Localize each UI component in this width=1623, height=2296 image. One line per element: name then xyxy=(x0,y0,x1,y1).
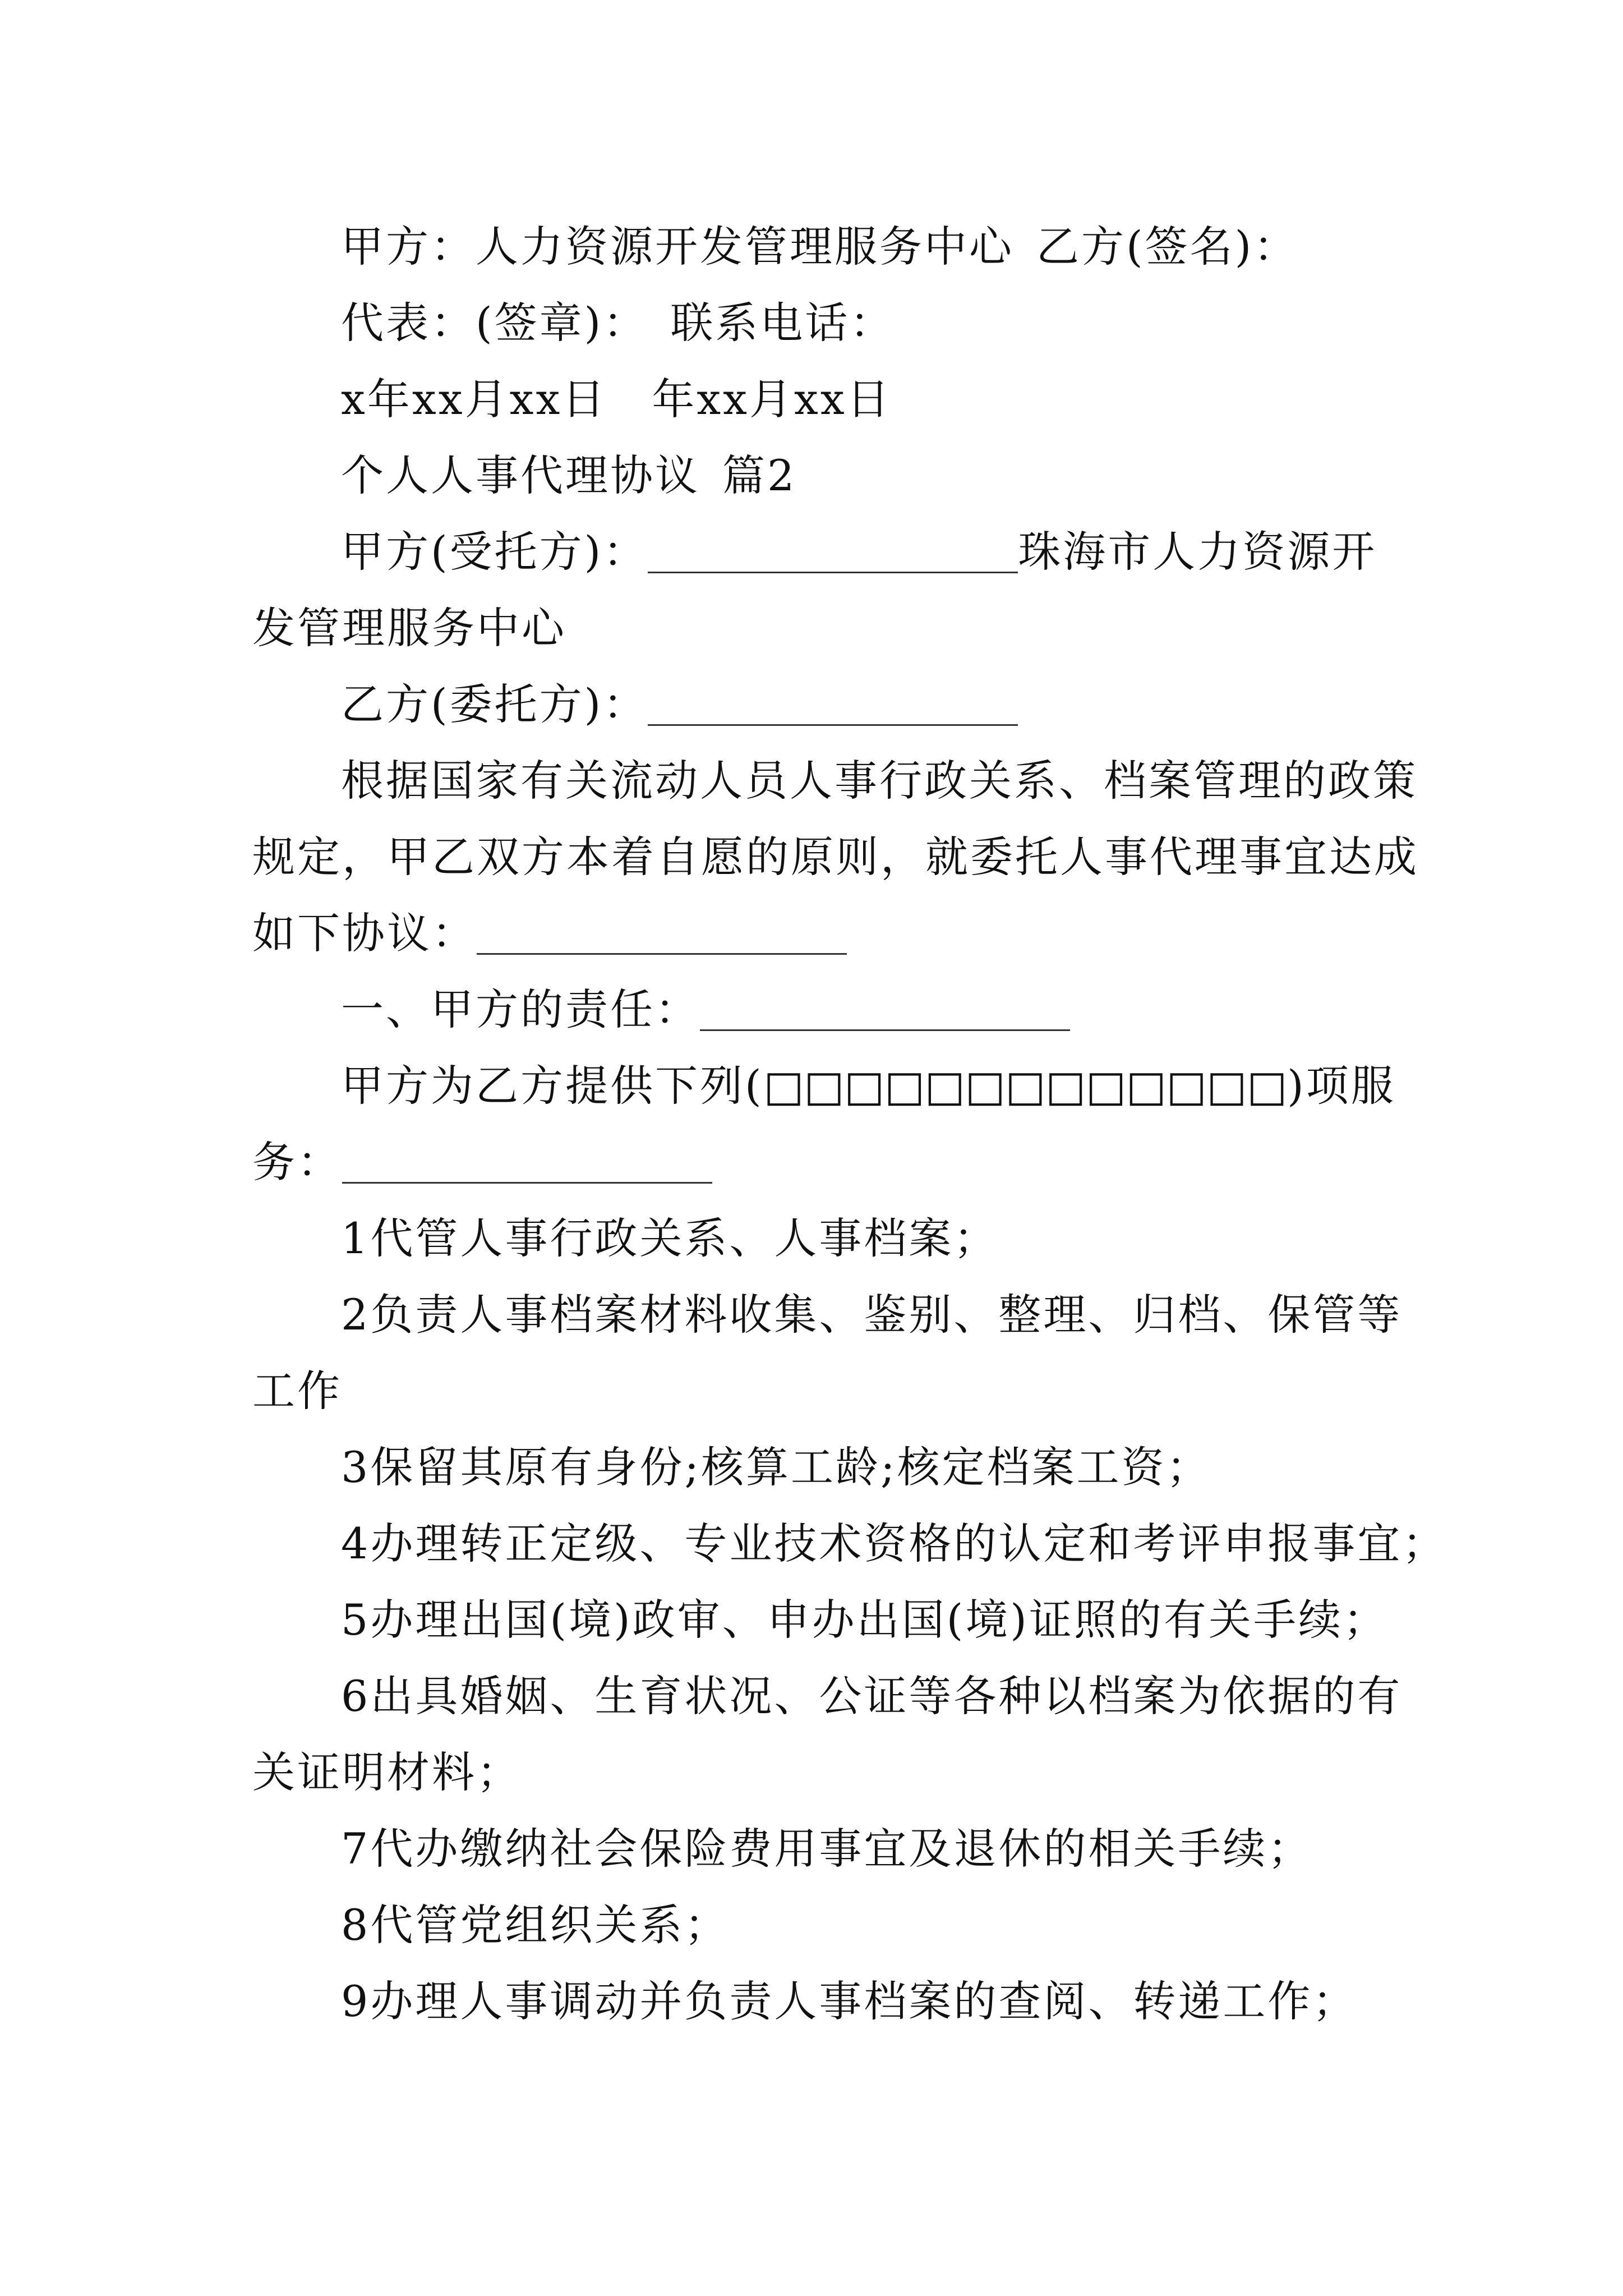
date-line xyxy=(252,361,1396,438)
party-b-blank xyxy=(648,691,1018,726)
services-intro-end: )项服 xyxy=(1287,1061,1396,1111)
responsibility-heading xyxy=(252,972,1396,1048)
responsibility-blank xyxy=(700,996,1070,1031)
party-a-entrusted-label: 甲方(受托方)： xyxy=(341,527,648,577)
service-item-9 xyxy=(252,1963,1396,2040)
services-intro-continued-text: 务： xyxy=(252,1137,342,1187)
phone-label: 联系电话： xyxy=(670,298,895,348)
service-item-6-text: 6出具婚姻、生育状况、公证等各种以档案为依据的有 xyxy=(341,1671,1403,1721)
service-item-2-continued xyxy=(252,1353,1396,1429)
service-item-3-text: 3保留其原有身份;核算工龄;核定档案工资； xyxy=(341,1442,1211,1492)
service-item-8-text: 8代管党组织关系； xyxy=(341,1900,730,1950)
document-body xyxy=(252,209,1447,2040)
date-party-a: x年xx月xx日 xyxy=(341,374,607,424)
preamble-text-3: 如下协议： xyxy=(252,908,477,958)
representative-line xyxy=(252,285,1396,361)
preamble-line-1 xyxy=(252,743,1418,819)
services-intro-line xyxy=(252,1048,1396,1124)
signature-line-party-a xyxy=(252,209,1396,285)
service-item-6-continued-text: 关证明材料； xyxy=(252,1747,522,1797)
service-item-6 xyxy=(252,1658,1403,1734)
preamble-line-2 xyxy=(252,819,1419,895)
service-item-8 xyxy=(252,1887,1396,1963)
services-intro-text: 甲方为乙方提供下列( xyxy=(341,1061,764,1111)
preamble-text-2: 规定，甲乙双方本着自愿的原则，就委托人事代理事宜达成 xyxy=(252,832,1419,882)
service-checkboxes: □□□□□□□□□□□□□ xyxy=(763,1061,1288,1111)
service-item-4 xyxy=(252,1506,1447,1582)
service-item-1 xyxy=(252,1200,1396,1277)
service-item-7 xyxy=(252,1811,1396,1887)
agreement-blank xyxy=(477,919,847,955)
party-b-signature-label: 乙方(签名)： xyxy=(1036,222,1299,272)
service-item-5-text: 5办理出国(境)政审、申办出国(境)证照的有关手续； xyxy=(341,1595,1388,1645)
service-item-3 xyxy=(252,1429,1396,1506)
preamble-text-1: 根据国家有关流动人员人事行政关系、档案管理的政策 xyxy=(341,756,1418,806)
party-a-blank xyxy=(648,538,1018,573)
preamble-line-3 xyxy=(252,895,1396,972)
party-a-entrusted-continued xyxy=(252,590,1396,666)
service-item-2-continued-text: 工作 xyxy=(252,1366,342,1416)
date-party-b: 年xx月xx日 xyxy=(652,374,892,424)
party-a-entrusted-name-end: 发管理服务中心 xyxy=(252,603,566,653)
service-item-7-text: 7代办缴纳社会保险费用事宜及退休的相关手续； xyxy=(341,1824,1313,1874)
party-a-entrusted-line xyxy=(252,514,1396,590)
service-item-6-continued xyxy=(252,1734,1396,1811)
party-b-entrusting-line xyxy=(252,666,1396,743)
party-a-name: 甲方：人力资源开发管理服务中心 xyxy=(341,222,1014,272)
service-item-2 xyxy=(252,1277,1403,1353)
section-number: 篇2 xyxy=(722,450,797,500)
service-item-4-text: 4办理转正定级、专业技术资格的认定和考评申报事宜； xyxy=(341,1519,1447,1568)
service-item-5 xyxy=(252,1582,1396,1658)
party-b-entrusting-label: 乙方(委托方)： xyxy=(341,679,648,729)
section-title: 个人人事代理协议 xyxy=(341,450,700,500)
responsibility-heading-text: 一、甲方的责任： xyxy=(341,984,700,1034)
party-a-entrusted-name-start: 珠海市人力资源开 xyxy=(1018,527,1377,577)
service-item-1-text: 1代管人事行政关系、人事档案； xyxy=(341,1213,999,1263)
section-heading xyxy=(252,438,1396,514)
services-intro-continued xyxy=(252,1124,1396,1200)
services-blank xyxy=(342,1148,712,1184)
service-item-2-text: 2负责人事档案材料收集、鉴别、整理、归档、保管等 xyxy=(341,1290,1403,1340)
representative-label: 代表：(签章)： xyxy=(341,298,648,348)
service-item-9-text: 9办理人事调动并负责人事档案的查阅、转递工作； xyxy=(341,1976,1358,2026)
